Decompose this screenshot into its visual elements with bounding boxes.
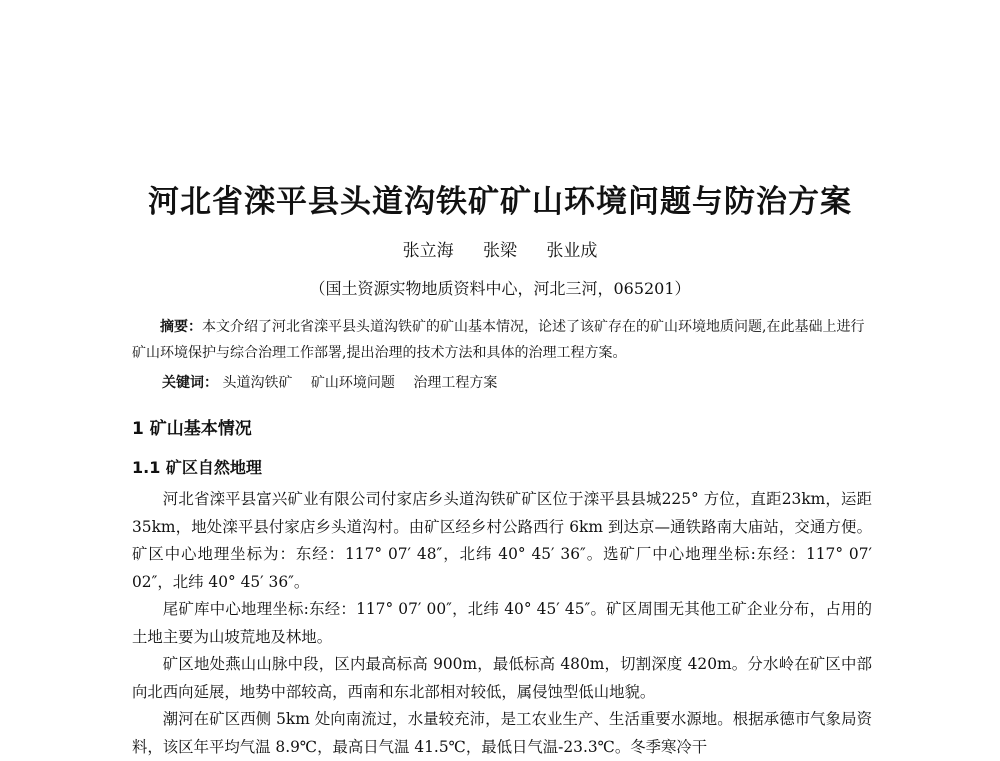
paragraph: 矿区地处燕山山脉中段，区内最高标高 900m，最低标高 480m，切割深度 420m。分水岭在矿区中部向北西向延展，地势中部较高，西南和东北部相对较低，属侵蚀型低山地貌。 [132, 655, 872, 701]
paragraph: 潮河在矿区西侧 5km 处向南流过，水量较充沛，是工农业生产、生活重要水源地。根据承德市气象局资料，该区年平均气温 8.9℃，最高日气温 41.5℃，最低日气温-23.3℃。冬季寒冷干 [132, 710, 872, 756]
body-text [132, 486, 872, 761]
keyword: 头道沟铁矿 [222, 375, 293, 391]
abstract-label: 摘要： [160, 319, 202, 335]
abstract [132, 314, 872, 366]
keyword: 治理工程方案 [413, 375, 498, 391]
subsection-heading: 1.1 矿区自然地理 [132, 458, 262, 477]
paper-title: 河北省滦平县头道沟铁矿矿山环境问题与防治方案 [148, 184, 852, 220]
affiliation: （国土资源实物地质资料中心，河北三河，065201） [309, 279, 691, 298]
author-list [0, 236, 1000, 261]
author: 张梁 [483, 241, 517, 261]
keywords-label: 关键词： [162, 375, 218, 391]
section-heading: 1 矿山基本情况 [132, 419, 252, 439]
keywords [162, 372, 511, 392]
paragraph: 河北省滦平县富兴矿业有限公司付家店乡头道沟铁矿矿区位于滦平县县城225° 方位，直距23km，运距 35km，地处滦平县付家店乡头道沟村。由矿区经乡村公路西行 6km 到达京—通铁路南大庙站，交通方便。矿区中心地理坐标为：东经：117° 07′ 48″，北纬 40° 45′ 36″。选矿厂中心地理坐标:东经：117° 07′ 02″，北纬 40° 45′ 36″。 [132, 490, 872, 591]
author: 张业成 [546, 241, 598, 261]
keyword: 矿山环境问题 [310, 375, 395, 391]
paragraph: 尾矿库中心地理坐标:东经：117° 07′ 00″，北纬 40° 45′ 45″。矿区周围无其他工矿企业分布，占用的土地主要为山坡荒地及林地。 [132, 600, 872, 646]
author: 张立海 [402, 241, 454, 261]
abstract-text: 本文介绍了河北省滦平县头道沟铁矿的矿山基本情况，论述了该矿存在的矿山环境地质问题,在此基础上进行矿山环境保护与综合治理工作部署,提出治理的技术方法和具体的治理工程方案。 [132, 319, 865, 361]
